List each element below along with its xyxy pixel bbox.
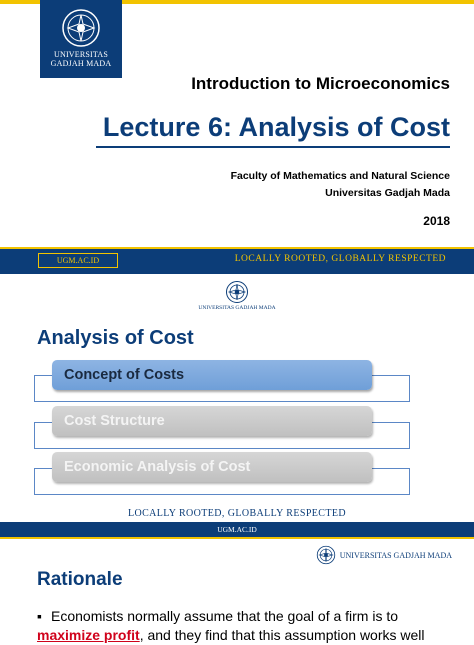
agenda-slide (0, 247, 474, 539)
university-seal-icon (316, 545, 336, 565)
agenda-item-cost-structure[interactable]: Cost Structure (52, 406, 372, 436)
bullet-item (37, 607, 457, 645)
title-slide (0, 0, 474, 247)
footer-motto: LOCALLY ROOTED, GLOBALLY RESPECTED (127, 508, 347, 519)
course-title: Introduction to Microeconomics (191, 74, 450, 93)
slide-header-bar (0, 247, 474, 274)
agenda-item-economic-analysis[interactable]: Economic Analysis of Cost (52, 452, 372, 482)
url-badge: UGM.AC.ID (38, 253, 118, 268)
agenda-item-concept-of-costs[interactable]: Concept of Costs (52, 360, 372, 390)
bullet-icon: ▪ (37, 608, 42, 624)
university-seal-icon (61, 8, 101, 48)
lecture-title: Lecture 6: Analysis of Cost (102, 112, 450, 142)
title-divider (96, 146, 450, 148)
affiliation-block (231, 168, 450, 202)
logo-text-line2: GADJAH MADA (50, 59, 112, 68)
bullet-text: Economists normally assume that the goal of a firm is to (51, 608, 399, 624)
logo-caption: UNIVERSITAS GADJAH MADA (198, 305, 276, 311)
logo-text-line1: UNIVERSITAS (53, 50, 108, 59)
faculty-name: Faculty of Mathematics and Natural Science (230, 170, 450, 182)
year-label: 2018 (423, 214, 450, 228)
footer-url: UGM.AC.ID (217, 525, 257, 534)
university-seal-icon (225, 280, 249, 304)
center-logo (0, 280, 474, 311)
bullet-text-continued: , and they find that this assumption works well (139, 627, 425, 643)
logo-caption: UNIVERSITAS GADJAH MADA (339, 550, 452, 560)
slide-title: Analysis of Cost (37, 327, 194, 349)
bullet-emphasis: maximize profit (37, 627, 140, 643)
slide-title: Rationale (37, 569, 123, 590)
footer-bar (0, 522, 474, 539)
header-motto: LOCALLY ROOTED, GLOBALLY RESPECTED (234, 254, 446, 264)
corner-logo (316, 545, 452, 565)
university-name: Universitas Gadjah Mada (325, 187, 450, 199)
rationale-slide (0, 539, 474, 643)
university-logo (40, 0, 122, 78)
